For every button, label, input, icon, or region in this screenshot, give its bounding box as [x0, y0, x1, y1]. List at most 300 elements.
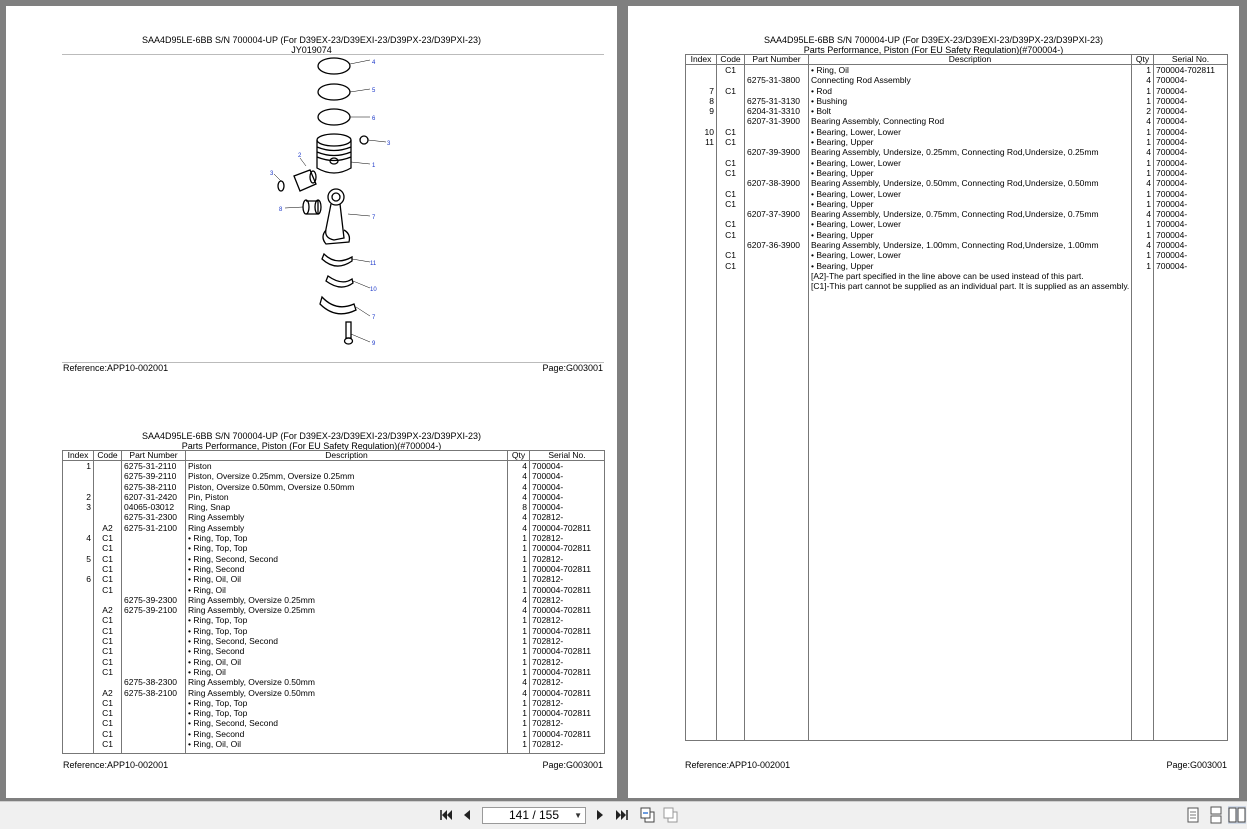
part-number-cell	[122, 626, 186, 636]
serial-cell: 702812-	[530, 595, 605, 605]
table-row	[686, 240, 1228, 250]
part-number-cell	[122, 698, 186, 708]
description-cell: Ring Assembly, Oversize 0.25mm	[186, 595, 508, 605]
rod-cap-icon	[320, 297, 356, 314]
table-row	[63, 574, 605, 584]
index-cell	[63, 512, 94, 522]
table-row	[686, 106, 1228, 116]
serial-cell: 700004-	[1154, 158, 1228, 168]
qty-cell: 4	[508, 605, 530, 615]
index-cell: 1	[63, 461, 94, 472]
qty-cell: 4	[508, 677, 530, 687]
index-cell: 5	[63, 554, 94, 564]
index-cell	[63, 708, 94, 718]
connecting-rod-icon	[323, 189, 349, 244]
empty-cell	[717, 281, 745, 291]
index-cell: 9	[686, 106, 717, 116]
part-number-cell	[745, 86, 809, 96]
description-cell: • Ring, Top, Top	[186, 615, 508, 625]
serial-cell: 700004-	[1154, 116, 1228, 126]
serial-cell: 702812-	[530, 574, 605, 584]
description-cell: • Bushing	[809, 96, 1132, 106]
description-cell: Piston, Oversize 0.50mm, Oversize 0.50mm	[186, 482, 508, 492]
description-cell: Bearing Assembly, Connecting Rod	[809, 116, 1132, 126]
description-cell: Connecting Rod Assembly	[809, 75, 1132, 85]
index-cell: 6	[63, 574, 94, 584]
page-number-2: Page:G003001	[542, 760, 603, 770]
qty-cell: 1	[1132, 261, 1154, 271]
col-part-number-header: Part Number	[745, 55, 809, 65]
table-row	[63, 667, 605, 677]
part-number-cell	[122, 585, 186, 595]
right-page	[628, 6, 1239, 798]
description-cell: Piston	[186, 461, 508, 472]
empty-cell	[1154, 271, 1228, 281]
serial-cell: 700004-	[530, 502, 605, 512]
table-row	[686, 158, 1228, 168]
part-number-cell	[122, 636, 186, 646]
col-qty-header: Qty	[508, 451, 530, 461]
parts-table	[62, 450, 605, 754]
page-indicator: 141 / 155	[508, 808, 560, 822]
table-row	[63, 729, 605, 739]
qty-cell: 1	[508, 657, 530, 667]
description-cell: • Ring, Second	[186, 729, 508, 739]
code-cell: C1	[717, 189, 745, 199]
serial-cell: 700004-702811	[530, 729, 605, 739]
callout-5: 5	[372, 88, 376, 94]
description-cell: Ring Assembly, Oversize 0.50mm	[186, 688, 508, 698]
serial-cell: 702812-	[530, 698, 605, 708]
empty-cell	[809, 292, 1132, 741]
code-cell: C1	[94, 636, 122, 646]
callout-7: 7	[372, 215, 376, 221]
table-row	[63, 564, 605, 574]
table-row	[686, 189, 1228, 199]
description-cell: Ring Assembly	[186, 512, 508, 522]
table-row	[686, 178, 1228, 188]
description-cell: • Ring, Oil	[186, 585, 508, 595]
col-qty-header: Qty	[1132, 55, 1154, 65]
code-cell: C1	[717, 261, 745, 271]
part-number-cell: 6275-31-3800	[745, 75, 809, 85]
table-row	[686, 75, 1228, 85]
serial-cell: 700004-702811	[530, 605, 605, 615]
part-number-cell: 6207-38-3900	[745, 178, 809, 188]
index-cell	[686, 168, 717, 178]
part-number-cell	[745, 137, 809, 147]
table-row	[63, 657, 605, 667]
code-cell: C1	[94, 698, 122, 708]
empty-cell	[63, 749, 94, 754]
description-cell: • Bearing, Lower, Lower	[809, 189, 1132, 199]
code-cell: C1	[94, 554, 122, 564]
part-number-cell: 6275-31-2300	[122, 512, 186, 522]
qty-cell: 4	[508, 471, 530, 481]
empty-cell	[745, 271, 809, 281]
code-cell: C1	[94, 574, 122, 584]
serial-cell: 700004-702811	[530, 523, 605, 533]
part-number-cell	[122, 615, 186, 625]
serial-cell: 700004-702811	[530, 626, 605, 636]
callout-1: 1	[372, 163, 376, 169]
code-cell: C1	[94, 729, 122, 739]
empty-cell	[1132, 271, 1154, 281]
qty-cell: 1	[508, 554, 530, 564]
serial-cell: 700004-702811	[530, 667, 605, 677]
qty-cell: 1	[508, 718, 530, 728]
table-row	[63, 512, 605, 522]
index-cell: 11	[686, 137, 717, 147]
index-cell	[686, 261, 717, 271]
serial-cell: 700004-	[1154, 75, 1228, 85]
part-number-cell: 6275-38-2100	[122, 688, 186, 698]
empty-cell	[717, 271, 745, 281]
code-cell: C1	[94, 615, 122, 625]
first-page-icon[interactable]	[437, 806, 455, 824]
qty-cell: 1	[1132, 158, 1154, 168]
part-number-cell: 6207-37-3900	[745, 209, 809, 219]
description-cell: • Ring, Oil	[186, 667, 508, 677]
serial-cell: 700004-	[1154, 96, 1228, 106]
callout-9: 9	[372, 341, 376, 347]
qty-cell: 1	[1132, 199, 1154, 209]
table-row	[63, 739, 605, 749]
serial-cell: 700004-	[1154, 127, 1228, 137]
col-description-header: Description	[186, 451, 508, 461]
table-filler	[63, 749, 605, 754]
serial-cell: 700004-	[1154, 147, 1228, 157]
description-cell: • Ring, Oil	[809, 65, 1132, 76]
col-serial-header: Serial No.	[1154, 55, 1228, 65]
qty-cell: 4	[1132, 240, 1154, 250]
qty-cell: 1	[1132, 168, 1154, 178]
ring-oil-icon	[318, 109, 350, 125]
part-number-cell	[745, 158, 809, 168]
serial-cell: 700004-702811	[530, 564, 605, 574]
serial-cell: 700004-	[530, 461, 605, 472]
part-number-cell	[122, 718, 186, 728]
diagram-title: SAA4D95LE-6BB S/N 700004-UP (For D39EX-23/D39EXI-23/D39PX-23/D39PXI-23)	[141, 35, 481, 45]
description-cell: • Rod	[809, 86, 1132, 96]
index-cell	[686, 116, 717, 126]
index-cell	[686, 189, 717, 199]
table-row	[63, 461, 605, 472]
code-cell: C1	[717, 158, 745, 168]
serial-cell: 700004-	[1154, 168, 1228, 178]
serial-cell: 700004-	[1154, 250, 1228, 260]
index-cell	[686, 209, 717, 219]
table-row	[63, 677, 605, 687]
part-number-cell: 6204-31-3310	[745, 106, 809, 116]
index-cell: 10	[686, 127, 717, 137]
qty-cell: 4	[1132, 147, 1154, 157]
serial-cell: 702812-	[530, 533, 605, 543]
code-cell: A2	[94, 688, 122, 698]
empty-cell	[530, 749, 605, 754]
serial-cell: 702812-	[530, 718, 605, 728]
part-number-cell	[122, 646, 186, 656]
part-number-cell: 6275-39-2100	[122, 605, 186, 615]
description-cell: Bearing Assembly, Undersize, 0.75mm, Connecting Rod,Undersize, 0.75mm	[809, 209, 1132, 219]
qty-cell: 1	[1132, 86, 1154, 96]
part-number-cell: 6275-31-2100	[122, 523, 186, 533]
index-cell	[686, 65, 717, 76]
index-cell	[63, 595, 94, 605]
code-cell: C1	[94, 543, 122, 553]
code-cell: A2	[94, 523, 122, 533]
code-cell	[94, 502, 122, 512]
code-cell: C1	[94, 533, 122, 543]
col-index-header: Index	[686, 55, 717, 65]
qty-cell: 4	[508, 523, 530, 533]
table-row	[63, 718, 605, 728]
code-cell: C1	[94, 739, 122, 749]
serial-cell: 700004-	[1154, 86, 1228, 96]
part-number-cell	[745, 230, 809, 240]
index-cell: 2	[63, 492, 94, 502]
index-cell	[686, 75, 717, 85]
serial-cell: 700004-	[530, 482, 605, 492]
col-code-header: Code	[717, 55, 745, 65]
code-cell	[717, 75, 745, 85]
empty-cell	[717, 292, 745, 741]
fit-width-icon[interactable]	[662, 806, 680, 824]
description-cell: • Bearing, Upper	[809, 199, 1132, 209]
table-row	[686, 219, 1228, 229]
col-index-header: Index	[63, 451, 94, 461]
part-number-cell	[122, 564, 186, 574]
page-number: Page:G003001	[1166, 760, 1227, 770]
code-cell: C1	[94, 626, 122, 636]
qty-cell: 1	[508, 585, 530, 595]
table-subtitle: Parts Performance, Piston (For EU Safety Regulation)(#700004-)	[803, 45, 1064, 55]
code-cell	[94, 461, 122, 472]
parts-table	[685, 54, 1228, 741]
page-number-input[interactable]	[482, 807, 586, 824]
part-number-cell	[122, 574, 186, 584]
code-cell: C1	[94, 657, 122, 667]
code-cell: C1	[717, 250, 745, 260]
part-number-cell: 6275-38-2110	[122, 482, 186, 492]
index-cell	[63, 739, 94, 749]
note-text: [C1]-This part cannot be supplied as an individual part. It is supplied as an assembly.	[809, 281, 1132, 291]
qty-cell: 1	[1132, 96, 1154, 106]
table-row	[63, 585, 605, 595]
qty-cell: 1	[1132, 65, 1154, 76]
next-page-icon[interactable]	[591, 806, 609, 824]
code-cell	[717, 147, 745, 157]
code-cell	[717, 106, 745, 116]
code-cell	[94, 471, 122, 481]
snap-ring-icon	[360, 136, 368, 144]
table-row	[63, 502, 605, 512]
qty-cell: 1	[508, 533, 530, 543]
part-number-cell: 6275-31-3130	[745, 96, 809, 106]
description-cell: Piston, Oversize 0.25mm, Oversize 0.25mm	[186, 471, 508, 481]
chevron-down-icon[interactable]: ▼	[574, 811, 582, 820]
code-cell: C1	[717, 230, 745, 240]
facing-pages-icon[interactable]	[1228, 806, 1246, 824]
code-cell: C1	[717, 199, 745, 209]
code-cell	[717, 178, 745, 188]
callout-6: 6	[372, 116, 376, 122]
ring-top-icon	[318, 58, 350, 74]
code-cell: C1	[717, 86, 745, 96]
part-number-cell: 6275-31-2110	[122, 461, 186, 472]
code-cell	[717, 240, 745, 250]
code-cell: C1	[94, 564, 122, 574]
empty-cell	[94, 749, 122, 754]
serial-cell: 700004-702811	[1154, 65, 1228, 76]
qty-cell: 4	[1132, 178, 1154, 188]
col-part-number-header: Part Number	[122, 451, 186, 461]
table-row	[63, 543, 605, 553]
reference-2: Reference:APP10-002001	[63, 760, 169, 770]
description-cell: • Ring, Oil, Oil	[186, 657, 508, 667]
bearing-upper-icon	[322, 254, 352, 266]
piston-pin-icon	[294, 170, 316, 191]
serial-cell: 700004-702811	[530, 543, 605, 553]
code-cell	[94, 492, 122, 502]
index-cell	[63, 636, 94, 646]
description-cell: • Ring, Oil, Oil	[186, 574, 508, 584]
table-title: SAA4D95LE-6BB S/N 700004-UP (For D39EX-23/D39EXI-23/D39PX-23/D39PXI-23)	[763, 35, 1103, 45]
part-number-cell: 6275-39-2300	[122, 595, 186, 605]
table-row	[686, 116, 1228, 126]
table-row	[63, 626, 605, 636]
index-cell	[686, 230, 717, 240]
empty-cell	[686, 292, 717, 741]
left-page	[6, 6, 617, 798]
description-cell: Bearing Assembly, Undersize, 1.00mm, Connecting Rod,Undersize, 1.00mm	[809, 240, 1132, 250]
empty-cell	[186, 749, 508, 754]
qty-cell: 4	[508, 595, 530, 605]
empty-cell	[1132, 281, 1154, 291]
serial-cell: 700004-702811	[530, 688, 605, 698]
part-number-cell	[745, 261, 809, 271]
qty-cell: 1	[1132, 230, 1154, 240]
empty-cell	[686, 271, 717, 281]
code-cell	[94, 677, 122, 687]
part-number-cell: 04065-03012	[122, 502, 186, 512]
last-page-icon[interactable]	[613, 806, 631, 824]
description-cell: Ring, Snap	[186, 502, 508, 512]
table-row	[686, 86, 1228, 96]
serial-cell: 700004-	[1154, 106, 1228, 116]
col-code-header: Code	[94, 451, 122, 461]
index-cell	[63, 657, 94, 667]
part-number-cell: 6207-39-3900	[745, 147, 809, 157]
description-cell: Bearing Assembly, Undersize, 0.50mm, Connecting Rod,Undersize, 0.50mm	[809, 178, 1132, 188]
index-cell	[686, 178, 717, 188]
description-cell: • Bearing, Upper	[809, 168, 1132, 178]
single-page-icon[interactable]	[1184, 806, 1202, 824]
table-title: SAA4D95LE-6BB S/N 700004-UP (For D39EX-23/D39EXI-23/D39PX-23/D39PXI-23)	[141, 431, 481, 441]
description-cell: • Ring, Top, Top	[186, 698, 508, 708]
table-row	[686, 147, 1228, 157]
table-row	[63, 554, 605, 564]
code-cell: A2	[94, 605, 122, 615]
part-number-cell	[122, 729, 186, 739]
serial-cell: 700004-	[1154, 199, 1228, 209]
table-row	[63, 615, 605, 625]
serial-cell: 702812-	[530, 657, 605, 667]
table-subtitle: Parts Performance, Piston (For EU Safety Regulation)(#700004-)	[181, 441, 442, 451]
serial-cell: 700004-	[1154, 240, 1228, 250]
index-cell	[63, 698, 94, 708]
code-cell	[717, 116, 745, 126]
code-cell	[94, 595, 122, 605]
previous-page-icon[interactable]	[458, 806, 476, 824]
qty-cell: 4	[508, 512, 530, 522]
fit-page-icon[interactable]	[639, 806, 657, 824]
part-number-cell	[122, 667, 186, 677]
table-row	[686, 96, 1228, 106]
table-row	[686, 230, 1228, 240]
table-row	[686, 127, 1228, 137]
index-cell	[686, 219, 717, 229]
serial-cell: 700004-	[530, 492, 605, 502]
qty-cell: 1	[508, 626, 530, 636]
index-cell	[63, 585, 94, 595]
description-cell: • Bearing, Upper	[809, 230, 1132, 240]
continuous-page-icon[interactable]	[1207, 806, 1225, 824]
part-number-cell	[122, 657, 186, 667]
bolt-icon	[345, 322, 353, 344]
empty-cell	[1154, 281, 1228, 291]
part-number-cell	[745, 65, 809, 76]
description-cell: Ring Assembly	[186, 523, 508, 533]
serial-cell: 702812-	[530, 636, 605, 646]
part-number-cell	[745, 127, 809, 137]
empty-cell	[1154, 292, 1228, 741]
index-cell	[63, 471, 94, 481]
part-number-cell	[122, 708, 186, 718]
description-cell: • Bolt	[809, 106, 1132, 116]
table-row	[63, 636, 605, 646]
part-number-cell	[745, 199, 809, 209]
qty-cell: 4	[508, 461, 530, 472]
serial-cell: 700004-	[1154, 219, 1228, 229]
qty-cell: 4	[508, 492, 530, 502]
note-row	[686, 271, 1228, 281]
table-row	[686, 168, 1228, 178]
index-cell	[63, 482, 94, 492]
part-number-cell	[745, 189, 809, 199]
note-text: [A2]-The part specified in the line above can be used instead of this part.	[809, 271, 1132, 281]
serial-cell: 700004-702811	[530, 646, 605, 656]
table-row	[686, 209, 1228, 219]
page-number: Page:G003001	[542, 363, 603, 373]
callout-3b: 3	[270, 171, 274, 177]
qty-cell: 4	[1132, 209, 1154, 219]
index-cell	[686, 250, 717, 260]
part-number-cell: 6207-36-3900	[745, 240, 809, 250]
reference: Reference:APP10-002001	[63, 363, 169, 373]
index-cell: 3	[63, 502, 94, 512]
callout-8: 8	[279, 207, 283, 213]
part-number-cell: 6275-38-2300	[122, 677, 186, 687]
callout-7b: 7	[372, 315, 376, 321]
bearing-lower-icon	[326, 276, 353, 287]
empty-cell	[1132, 292, 1154, 741]
index-cell	[63, 667, 94, 677]
serial-cell: 702812-	[530, 554, 605, 564]
qty-cell: 1	[508, 739, 530, 749]
index-cell	[63, 615, 94, 625]
qty-cell: 1	[508, 543, 530, 553]
